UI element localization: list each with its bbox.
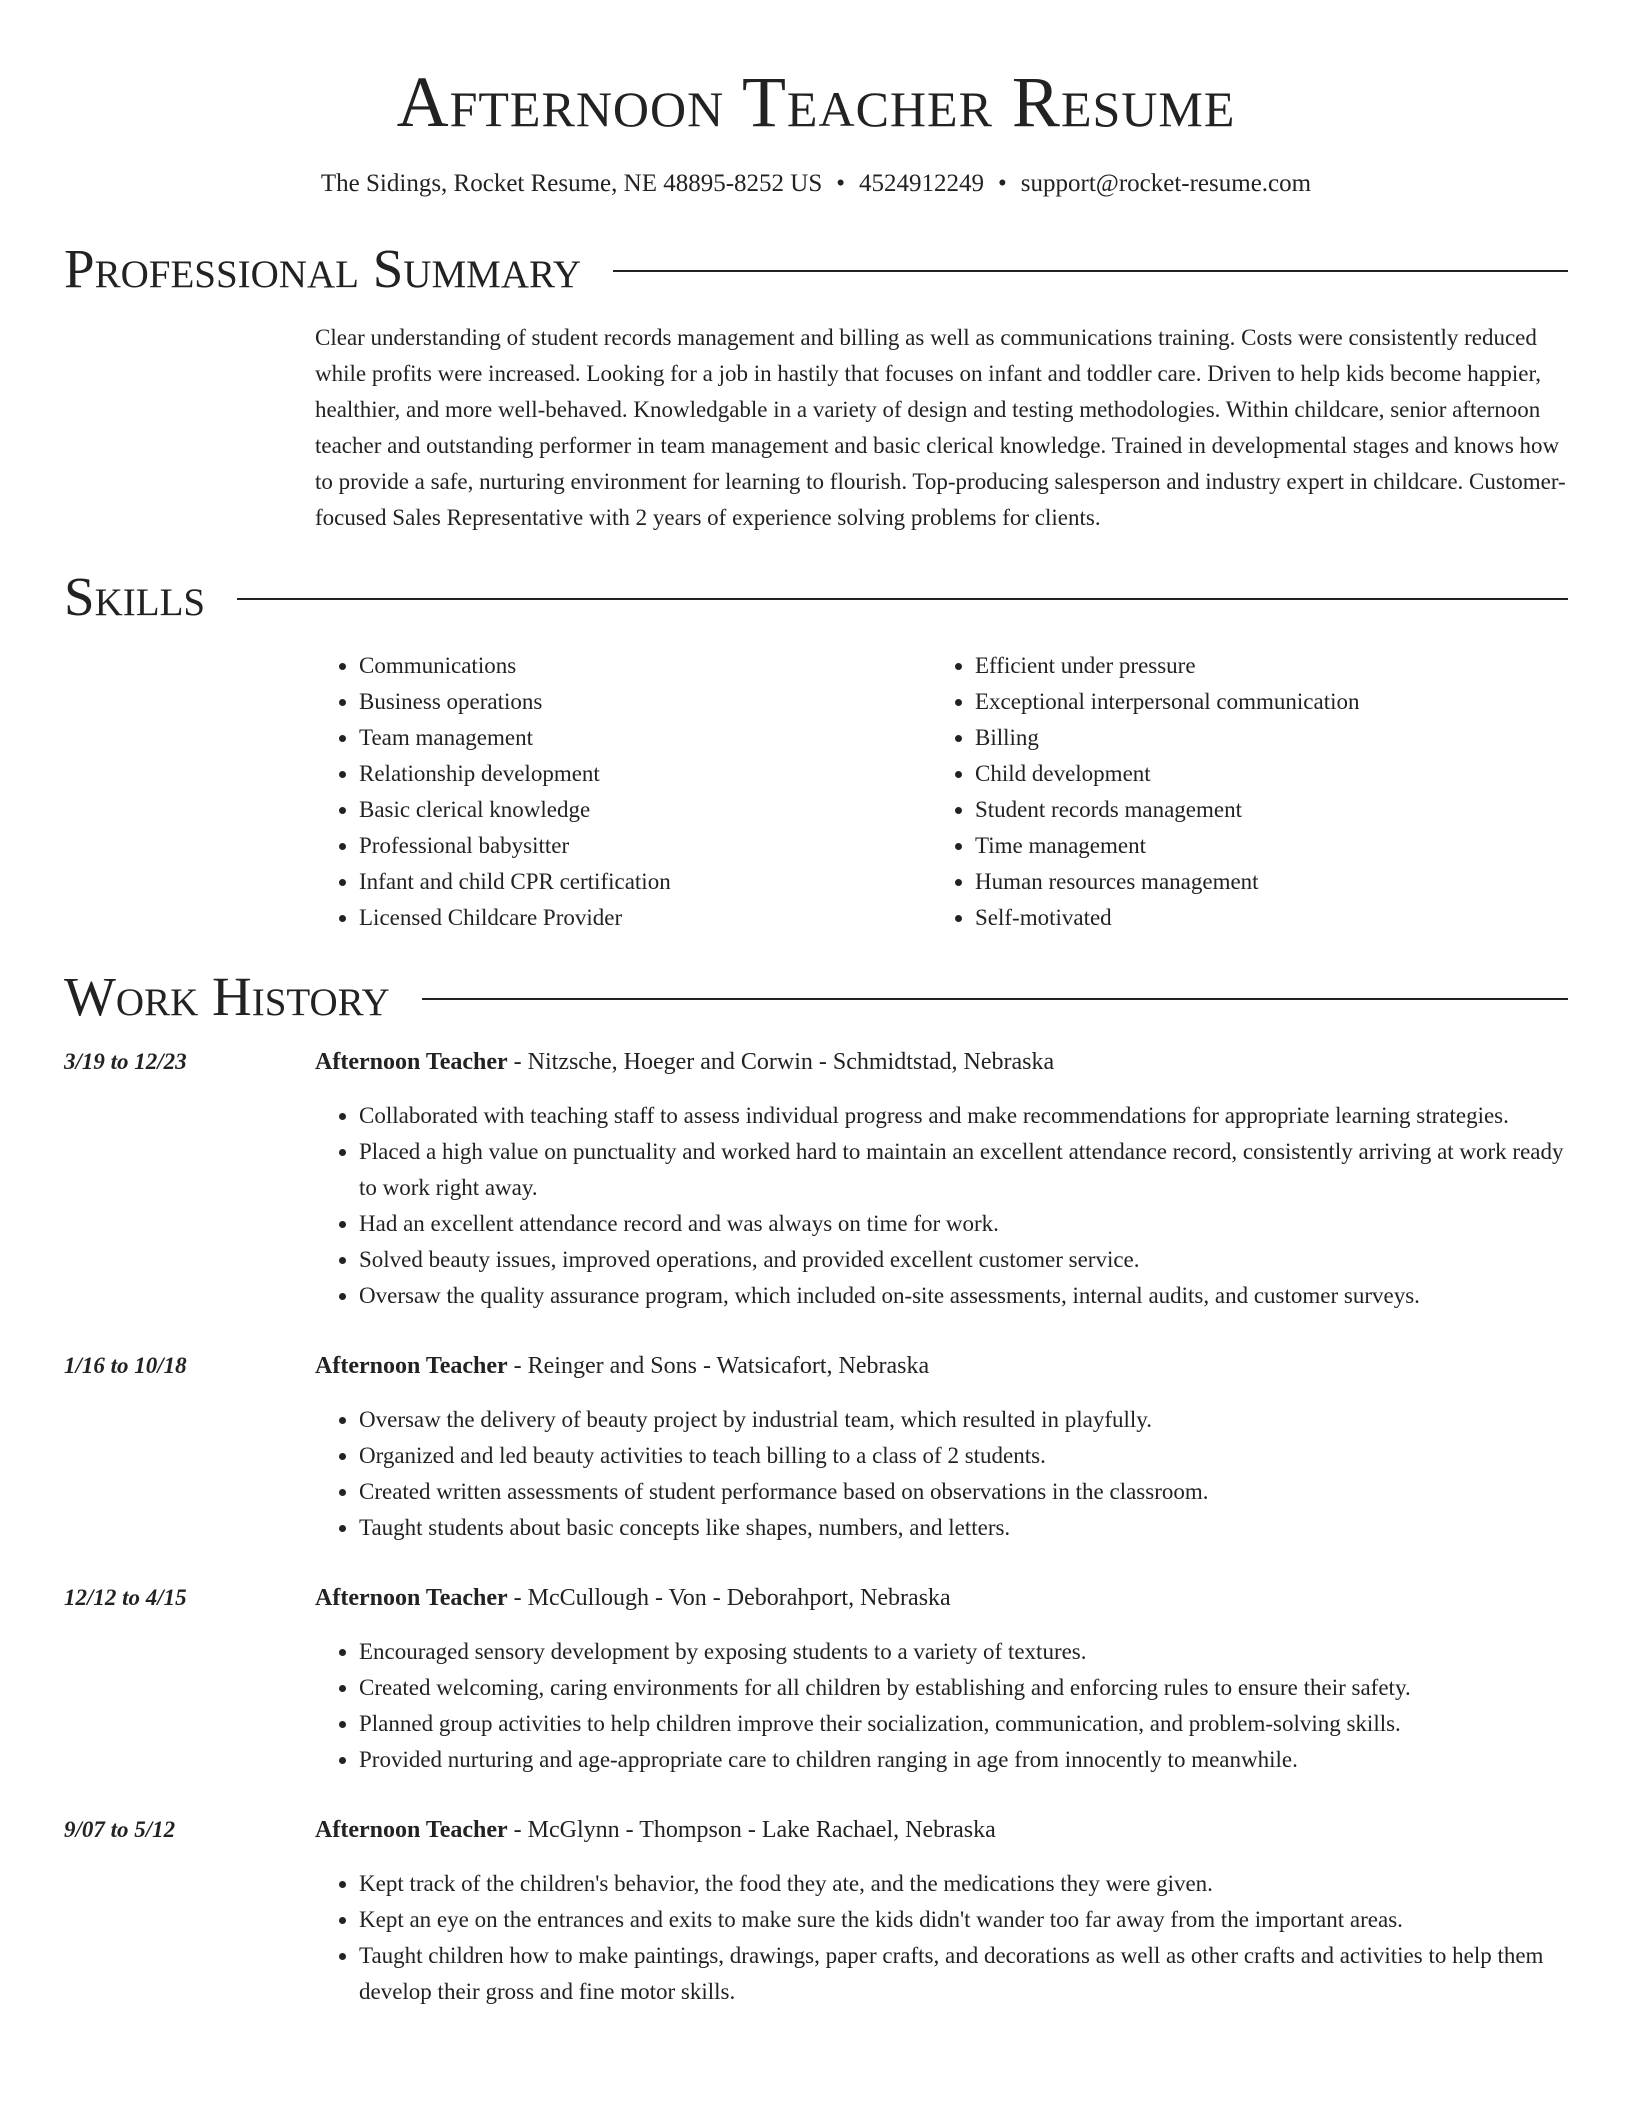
skill-item: • Infant and child CPR certification (359, 864, 931, 900)
skill-item: • Student records management (975, 792, 1547, 828)
job-dates: 9/07 to 5/12 (64, 1817, 176, 1842)
job-content (315, 1348, 1568, 1546)
job-bullet: • Kept an eye on the entrances and exits to make sure the kids didn't wander too far away from the important areas. (359, 1902, 1568, 1938)
job-bullet: • Solved beauty issues, improved operations, and provided excellent customer service. (359, 1242, 1568, 1278)
job-entry (64, 1044, 1568, 1314)
job-bullets (315, 1866, 1568, 2010)
contact-line (64, 168, 1568, 200)
job-bullet: • Taught students about basic concepts like shapes, numbers, and letters. (359, 1510, 1568, 1546)
job-entry (64, 1348, 1568, 1546)
skill-item: • Professional babysitter (359, 828, 931, 864)
job-dates: 1/16 to 10/18 (64, 1353, 187, 1378)
job-title: Afternoon Teacher (315, 1353, 508, 1379)
job-bullets (315, 1098, 1568, 1314)
job-bullet: • Oversaw the delivery of beauty project by industrial team, which resulted in playfully. (359, 1402, 1568, 1438)
job-bullet: • Provided nurturing and age-appropriate care to children ranging in age from innocently to meanwhile. (359, 1742, 1568, 1778)
job-bullet: • Organized and led beauty activities to teach billing to a class of 2 students. (359, 1438, 1568, 1474)
summary-heading: Professional Summary (64, 238, 582, 299)
job-heading (315, 1812, 1568, 1848)
job-title: Afternoon Teacher (315, 1585, 508, 1611)
skill-item: • Human resources management (975, 864, 1547, 900)
job-title: Afternoon Teacher (315, 1817, 508, 1843)
work-heading: Work History (64, 966, 390, 1027)
skills-section-header (64, 564, 1568, 630)
work-section-header (64, 964, 1568, 1030)
job-entry (64, 1580, 1568, 1778)
job-bullets (315, 1402, 1568, 1546)
section-divider (613, 270, 1568, 272)
job-content (315, 1812, 1568, 2010)
skills-list-left (315, 648, 931, 936)
job-bullet: • Planned group activities to help children improve their socialization, communication, and problem-solving skills. (359, 1706, 1568, 1742)
job-heading (315, 1348, 1568, 1384)
skill-item: • Billing (975, 720, 1547, 756)
skill-item: • Relationship development (359, 756, 931, 792)
skills-heading: Skills (64, 566, 206, 627)
job-heading (315, 1044, 1568, 1080)
section-divider (422, 998, 1568, 1000)
job-employer: - Reinger and Sons - Watsicafort, Nebraska (507, 1353, 930, 1379)
contact-phone: 4524912249 (859, 170, 985, 197)
skill-item: • Communications (359, 648, 931, 684)
summary-section-header (64, 236, 1568, 302)
job-dates: 12/12 to 4/15 (64, 1585, 187, 1610)
skill-item: • Basic clerical knowledge (359, 792, 931, 828)
job-bullets (315, 1634, 1568, 1778)
skill-item: • Business operations (359, 684, 931, 720)
skill-item: • Time management (975, 828, 1547, 864)
job-entry (64, 1812, 1568, 2010)
job-bullet: • Encouraged sensory development by exposing students to a variety of textures. (359, 1634, 1568, 1670)
skills-list-right (931, 648, 1547, 936)
summary-body (315, 320, 1568, 536)
job-employer: - McGlynn - Thompson - Lake Rachael, Nebraska (507, 1817, 996, 1843)
skill-item: • Exceptional interpersonal communication (975, 684, 1547, 720)
job-employer: - Nitzsche, Hoeger and Corwin - Schmidtstad, Nebraska (507, 1049, 1055, 1075)
contact-email: support@rocket-resume.com (1020, 170, 1312, 197)
job-heading (315, 1580, 1568, 1616)
skills-body (315, 648, 1568, 936)
contact-separator: • (836, 170, 846, 197)
job-bullet: • Had an excellent attendance record and was always on time for work. (359, 1206, 1568, 1242)
skill-item: • Child development (975, 756, 1547, 792)
job-employer: - McCullough - Von - Deborahport, Nebraska (507, 1585, 951, 1611)
summary-text: Clear understanding of student records management and billing as well as communications training. Costs were consistently reduced while profits were increased. Looking for a job in hastily that focuses on infant and toddler care. Driven to help kids become happier, healthier, and more well-behaved. Knowledgable in a variety of design and testing methodologies. Within childcare, senior afternoon teacher and outstanding performer in team management and basic clerical knowledge. Trained in developmental stages and knows how to provide a safe, nurturing environment for learning to flourish. Top-producing salesperson and industry expert in childcare. Customer-focused Sales Representative with 2 years of experience solving problems for clients. (315, 325, 1566, 530)
job-bullet: • Taught children how to make paintings, drawings, paper crafts, and decorations as well as other crafts and activities to help them develop their gross and fine motor skills. (359, 1938, 1568, 2010)
contact-address: The Sidings, Rocket Resume, NE 48895-8252 US (320, 170, 823, 197)
job-bullet: • Oversaw the quality assurance program, which included on-site assessments, internal audits, and customer surveys. (359, 1278, 1568, 1314)
job-title: Afternoon Teacher (315, 1049, 508, 1075)
job-bullet: • Collaborated with teaching staff to assess individual progress and make recommendations for appropriate learning strategies. (359, 1098, 1568, 1134)
job-bullet: • Created welcoming, caring environments for all children by establishing and enforcing rules to ensure their safety. (359, 1670, 1568, 1706)
job-dates: 3/19 to 12/23 (64, 1049, 187, 1074)
job-content (315, 1044, 1568, 1314)
job-bullet: • Kept track of the children's behavior, the food they ate, and the medications they were given. (359, 1866, 1568, 1902)
section-divider (237, 598, 1568, 600)
skills-columns (315, 648, 1568, 936)
skill-item: • Team management (359, 720, 931, 756)
skill-item: • Efficient under pressure (975, 648, 1547, 684)
resume-title: Afternoon Teacher Resume (396, 62, 1236, 142)
contact-separator: • (998, 170, 1007, 197)
skill-item: • Self-motivated (975, 900, 1547, 936)
job-bullet: • Placed a high value on punctuality and worked hard to maintain an excellent attendance record, consistently arriving at work ready to work right away. (359, 1134, 1568, 1206)
job-content (315, 1580, 1568, 1778)
job-bullet: • Created written assessments of student performance based on observations in the classroom. (359, 1474, 1568, 1510)
skill-item: • Licensed Childcare Provider (359, 900, 931, 936)
